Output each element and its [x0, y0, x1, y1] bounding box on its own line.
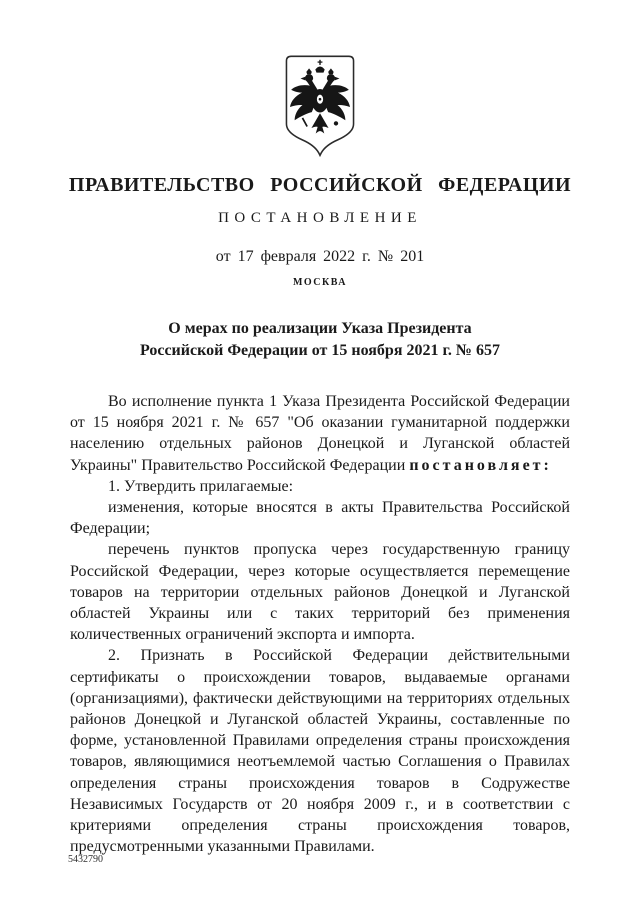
city-label: МОСКВА — [292, 277, 348, 288]
paragraph-item-2: 2. Признать в Российской Федерации действительными сертификаты о происхождении товаров, выдаваемые органами (организациями), фактически действующими на территориях отдельных районов Донецкой и Луганской областей Украины, составленные по форме, установленной Правилами определения страны происхождения товаров, являющимися неотъемлемой частью Соглашения о Правилах определения страны происхождения товаров в Содружестве Независимых Государств от 20 ноября 2009 г., и в соответствии с критериями определения страны происхождения товаров, предусмотренными указанными Правилами. — [70, 647, 570, 856]
coat-of-arms-double-headed-eagle-icon — [281, 52, 359, 162]
registration-code: 5432790 — [68, 854, 103, 865]
date-and-number-line: от 17 февраля 2022 г. № 201 — [215, 248, 425, 265]
paragraph-item-1-sub-1: изменения, которые вносятся в акты Правительства Российской Федерации; — [70, 499, 570, 538]
document-title — [0, 318, 640, 362]
paragraph-item-1-sub-2: перечень пунктов пропуска через государственную границу Российской Федерации, через которые осуществляется перемещение товаров на территории отдельных районов Донецкой и Луганской областей Украины или с таких территорий без применения количественных ограничений экспорта и импорта. — [70, 541, 570, 644]
paragraph-item-1: 1. Утвердить прилагаемые: — [108, 477, 294, 495]
document-body — [70, 391, 570, 857]
title-line-1: О мерах по реализации Указа Президента — [168, 320, 472, 337]
resolves-emphasis-text: постановляет: — [409, 456, 552, 474]
document-type-label: ПОСТАНОВЛЕНИЕ — [218, 210, 422, 226]
title-line-2: Российской Федерации от 15 ноября 2021 г. № 657 — [139, 342, 501, 359]
preamble-text: Во исполнение пункта 1 Указа Президента Российской Федерации от 15 ноября 2021 г. № 657 "Об оказании гуманитарной поддержки населению отдельных районов Донецкой и Луганской областей Украины" Правительство Российской Федерации — [70, 393, 570, 474]
issuing-authority: ПРАВИТЕЛЬСТВО РОССИЙСКОЙ ФЕДЕРАЦИИ — [68, 174, 572, 196]
paragraph-preamble — [70, 391, 570, 476]
